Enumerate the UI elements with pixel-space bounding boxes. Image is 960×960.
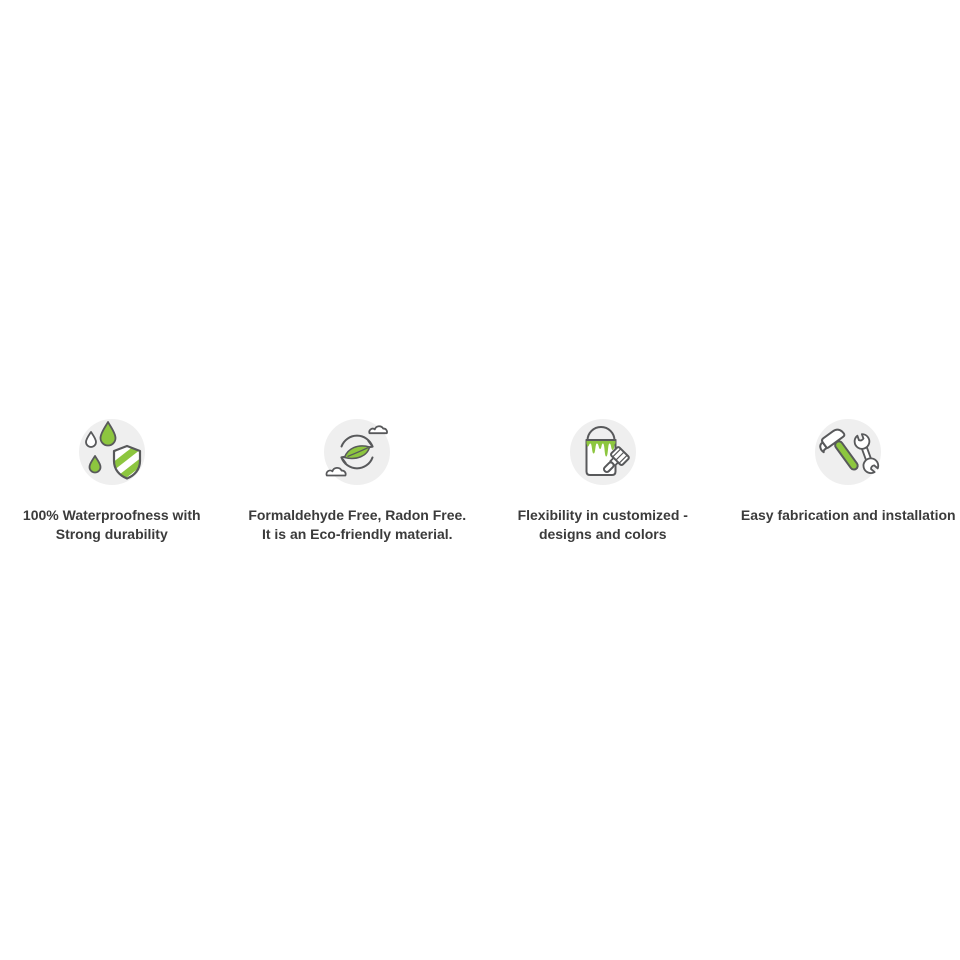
hammer-wrench-icon — [815, 419, 881, 485]
feature-waterproofness — [0, 419, 235, 544]
feature-custom-designs — [480, 419, 726, 544]
feature-caption — [518, 506, 688, 544]
caption-line: designs and colors — [538, 526, 667, 542]
eco-recycle-leaf-icon — [324, 419, 390, 485]
feature-caption — [23, 506, 201, 544]
caption-line: Strong durability — [55, 526, 168, 542]
feature-easy-installation — [726, 419, 960, 544]
feature-caption — [741, 506, 956, 525]
feature-eco-friendly — [235, 419, 481, 544]
caption-line: It is an Eco-friendly material. — [261, 526, 453, 542]
feature-row — [0, 419, 960, 544]
caption-line: Easy fabrication and installation — [740, 507, 956, 523]
feature-caption — [248, 506, 466, 544]
caption-line: Formaldehyde Free, Radon Free. — [248, 507, 467, 523]
caption-line: Flexibility in customized - — [517, 507, 688, 523]
caption-line: 100% Waterproofness with — [22, 507, 201, 523]
paint-bucket-brush-icon — [570, 419, 636, 485]
waterproof-shield-icon — [79, 419, 145, 485]
